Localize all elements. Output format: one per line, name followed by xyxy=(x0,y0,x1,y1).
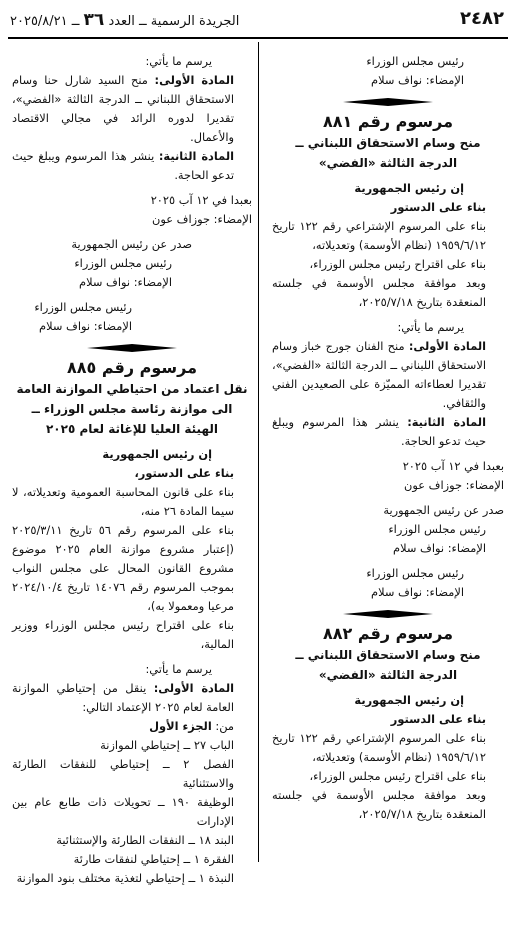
recital: وبعد موافقة مجلس الأوسمة في جلسته المنعقدة بتاريخ ٢٠٢٥/٧/١٨، xyxy=(272,276,486,309)
issue-date: ــ ٢٠٢٥/٨/٢١ xyxy=(10,14,80,29)
decrees-line: يرسم ما يأتي: xyxy=(145,662,212,676)
decree-882-subtitle: منح وسام الاستحقاق اللبناني ــ xyxy=(295,648,481,662)
page-header xyxy=(0,0,516,38)
issue-number: ٣٦ xyxy=(83,10,105,30)
signature-title: رئيس مجلس الوزراء xyxy=(74,256,172,270)
issued-line: صدر عن رئيس الجمهورية xyxy=(71,237,192,251)
budget-line: الباب ٢٧ ــ إحتياطي الموازنة xyxy=(100,738,234,752)
signature-title: رئيس مجلس الوزراء xyxy=(34,300,132,314)
signature-line: الإمضاء: نواف سلام xyxy=(79,275,172,289)
constitution-line: بناء على الدستور xyxy=(390,200,486,214)
dated-line: بعبدا في ١٢ آب ٢٠٢٥ xyxy=(402,459,504,473)
decree-881-subtitle: منح وسام الاستحقاق اللبناني ــ xyxy=(295,136,481,150)
budget-line: الفصل ٢ ــ إحتياطي للنفقات الطارئة والاستثنائية xyxy=(12,757,234,790)
gazette-title xyxy=(10,10,239,30)
decree-885-subtitle: نقل اعتماد من احتياطي الموازنة العامة xyxy=(16,382,248,396)
section-separator xyxy=(272,610,504,618)
gazette-name: الجريدة الرسمية ــ العدد xyxy=(108,14,240,29)
decree-882-subtitle: الدرجة الثالثة «الفضي» xyxy=(318,668,458,682)
president-line: إن رئيس الجمهورية xyxy=(354,181,464,195)
budget-line: البند ١٨ ــ النفقات الطارئة والإستثنائية xyxy=(56,833,234,847)
article-2: المادة الثانية: ينشر هذا المرسوم ويبلغ حيث تدعو الحاجة. xyxy=(272,415,486,448)
decree-881-title: مرسوم رقم ٨٨١ xyxy=(322,112,454,131)
header-rule xyxy=(8,37,508,39)
recital: بناء على المرسوم الإشتراعي رقم ١٢٢ تاريخ ١٩٥٩/٦/١٢ (نظام الأوسمة) وتعديلاته، xyxy=(272,731,486,764)
article-1: المادة الأولى: ينقل من إحتياطي الموازنة العامة لعام ٢٠٢٥ الإعتماد التالي: xyxy=(12,681,234,714)
signature-line: الإمضاء: نواف سلام xyxy=(371,585,464,599)
signature-title: رئيس مجلس الوزراء xyxy=(366,54,464,68)
signature-title: رئيس مجلس الوزراء xyxy=(388,522,486,536)
right-column xyxy=(272,52,504,934)
decrees-line: يرسم ما يأتي: xyxy=(145,54,212,68)
signature-title: رئيس مجلس الوزراء xyxy=(366,566,464,580)
from-line: من: الجزء الأول xyxy=(149,719,234,733)
recital: بناء على المرسوم الإشتراعي رقم ١٢٢ تاريخ ١٩٥٩/٦/١٢ (نظام الأوسمة) وتعديلاته، xyxy=(272,219,486,252)
recital: بناء على المرسوم رقم ٥٦ تاريخ ٢٠٢٥/٣/١١ (إعتبار مشروع موازنة العام ٢٠٢٥ موضوع مشروع القانون المحال على مجلس النواب بموجب المرسوم رقم ١٤٠٧٦ تاريخ ٢٠٢٤/١٠/٤ مرعيا ومعمولا به)، xyxy=(12,523,234,613)
section-separator xyxy=(272,98,504,106)
signature-line: الإمضاء: نواف سلام xyxy=(39,319,132,333)
budget-line: الوظيفة ١٩٠ ــ تحويلات ذات طابع عام بين الإدارات xyxy=(12,795,234,828)
decrees-line: يرسم ما يأتي: xyxy=(397,320,464,334)
article-1: المادة الأولى: منح السيد شارل حنا وسام الاستحقاق اللبناني ــ الدرجة الثالثة «الفضي»، تقديرا لدوره الرائد في مجالي الاقتصاد والأعمال. xyxy=(12,73,234,144)
constitution-line: بناء على الدستور xyxy=(390,712,486,726)
decree-885-subtitle: الهيئة العليا للإغاثة لعام ٢٠٢٥ xyxy=(45,422,218,436)
signature-line: الإمضاء: جوزاف عون xyxy=(404,478,504,492)
column-divider xyxy=(258,42,259,862)
section-separator xyxy=(12,344,252,352)
budget-line: الفقرة ١ ــ إحتياطي لنفقات طارئة xyxy=(73,852,234,866)
decree-885-title: مرسوم رقم ٨٨٥ xyxy=(66,358,198,377)
constitution-line: بناء على الدستور، xyxy=(134,466,234,480)
budget-line: النبذة ١ ــ إحتياطي لتغذية مختلف بنود الموازنة xyxy=(16,871,234,885)
decree-882-title: مرسوم رقم ٨٨٢ xyxy=(322,624,454,643)
decree-885-subtitle: الى موازنة رئاسة مجلس الوزراء ــ xyxy=(31,402,233,416)
president-line: إن رئيس الجمهورية xyxy=(102,447,212,461)
dated-line: بعبدا في ١٢ آب ٢٠٢٥ xyxy=(150,193,252,207)
president-line: إن رئيس الجمهورية xyxy=(354,693,464,707)
decree-881-subtitle: الدرجة الثالثة «الفضي» xyxy=(318,156,458,170)
issued-line: صدر عن رئيس الجمهورية xyxy=(383,503,504,517)
recital: بناء على اقتراح رئيس مجلس الوزراء، xyxy=(309,769,486,783)
signature-line: الإمضاء: نواف سلام xyxy=(371,73,464,87)
page-number: ٢٤٨٢ xyxy=(460,8,504,29)
article-1: المادة الأولى: منح الفنان جورج خباز وسام الاستحقاق اللبناني ــ الدرجة الثالثة «الفضي»، تقديرا لعطاءاته المميّزة على الصعيدين الفني والثقافي. xyxy=(272,339,487,410)
recital: بناء على قانون المحاسبة العمومية وتعديلاته، لا سيما المادة ٢٦ منه، xyxy=(12,485,234,518)
article-2: المادة الثانية: ينشر هذا المرسوم ويبلغ حيث تدعو الحاجة. xyxy=(12,149,234,182)
signature-line: الإمضاء: نواف سلام xyxy=(393,541,486,555)
recital: بناء على اقتراح رئيس مجلس الوزراء ووزير المالية، xyxy=(12,618,234,651)
left-column xyxy=(12,52,252,934)
signature-line: الإمضاء: جوزاف عون xyxy=(152,212,252,226)
recital: وبعد موافقة مجلس الأوسمة في جلسته المنعقدة بتاريخ ٢٠٢٥/٧/١٨، xyxy=(272,788,486,821)
recital: بناء على اقتراح رئيس مجلس الوزراء، xyxy=(309,257,486,271)
